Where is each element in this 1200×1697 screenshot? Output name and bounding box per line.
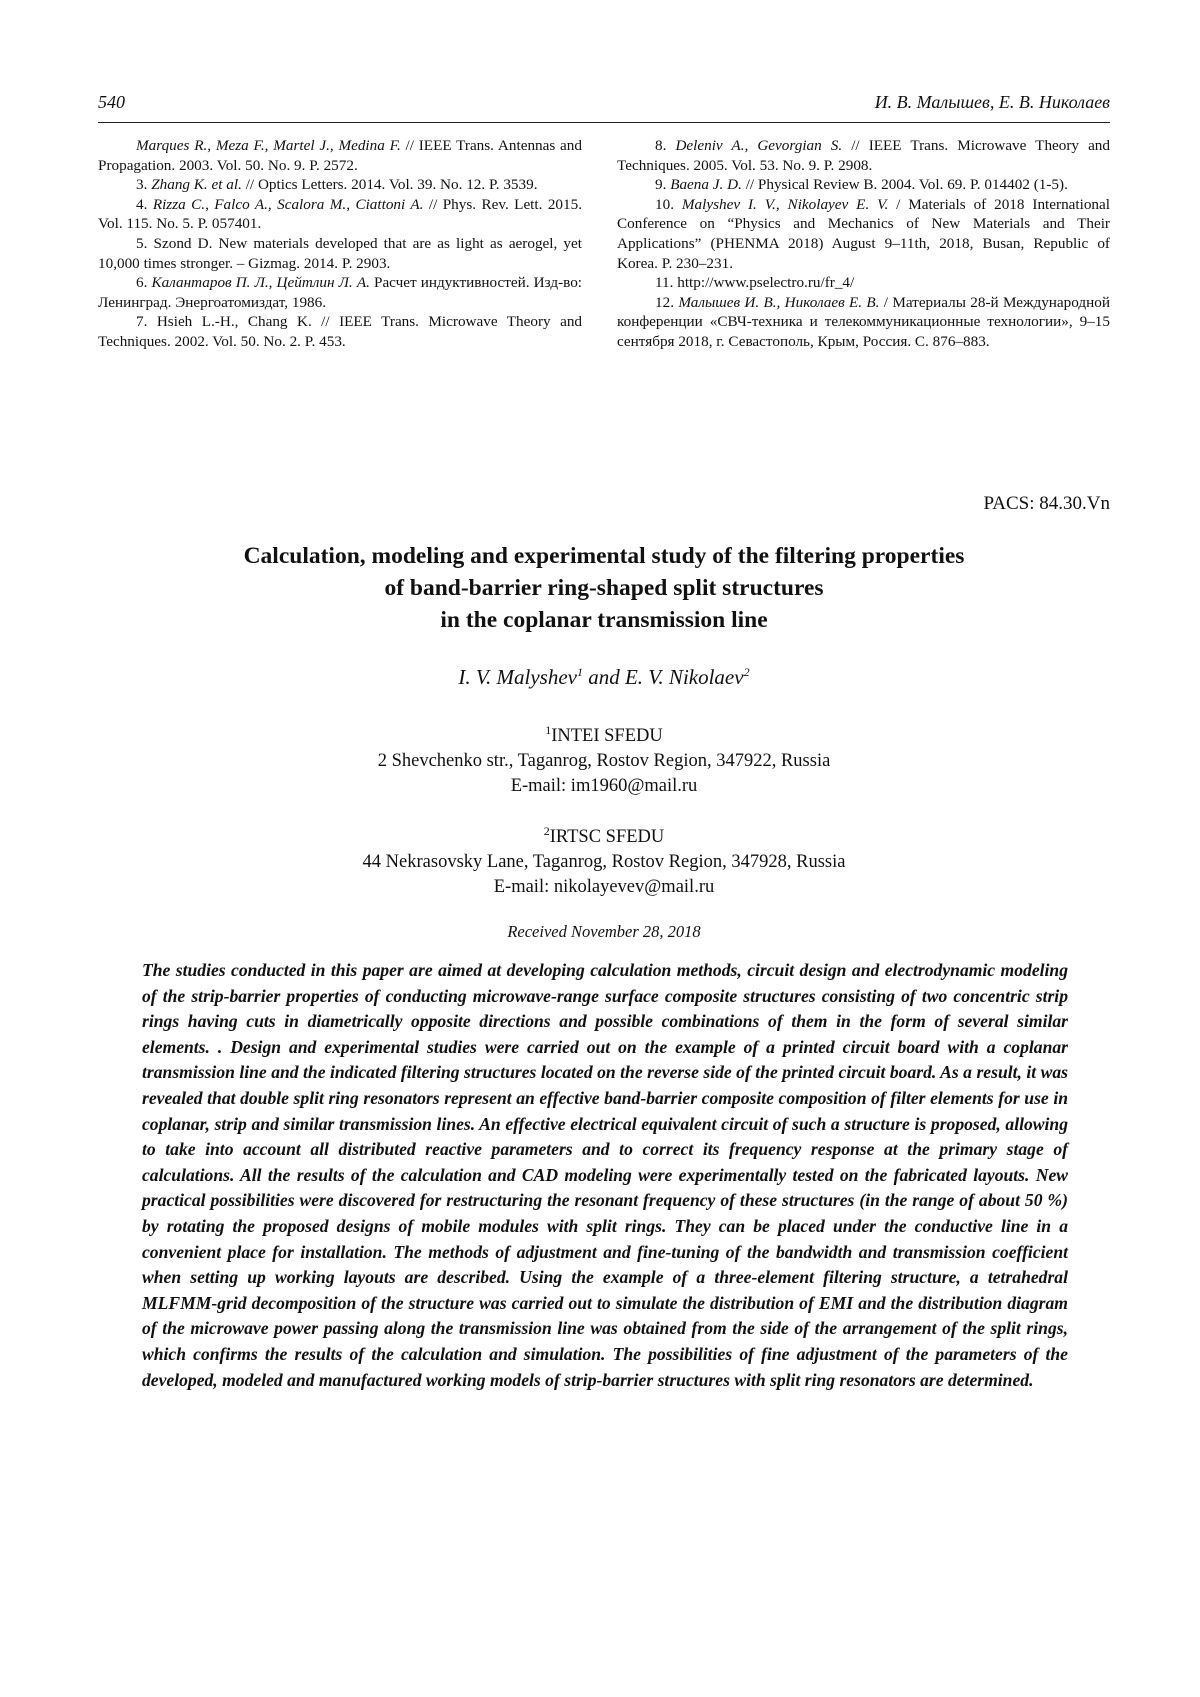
reference-text: // Phys. Rev. Lett. 2015. Vol. 115. No. 5. P. 057401. [98,196,582,233]
reference-item [617,175,1110,195]
reference-authors: Malyshev I. V., Nikolayev E. V. [682,196,888,213]
affiliation-mark: 1 [545,723,551,737]
header-rule [98,122,1110,123]
reference-number: 9. [655,176,666,193]
reference-authors: Калантаров П. Л., Цейтлин Л. А. [151,274,369,291]
reference-text: / Материалы 28-й Международной конференции «СВЧ-техника и телекоммуникационные технологии», 9–15 сентября 2018, г. Севастополь, Крым, Россия. С. 876–883. [617,294,1110,350]
reference-item [617,293,1110,352]
reference-authors: Rizza C., Falco A., Scalora M., Ciattoni A. [153,196,424,213]
journal-page [98,0,1110,1697]
paper-title [98,540,1110,636]
reference-number: 11. [655,274,673,291]
author-name: E. V. Nikolaev [625,665,744,689]
reference-authors: Marques R., Meza F., Martel J., Medina F. [136,137,401,154]
author-byline [98,665,1110,690]
reference-text: // IEEE Trans. Microwave Theory and Techniques. 2005. Vol. 53. No. 9. P. 2908. [617,137,1110,174]
reference-item [98,175,582,195]
references-right-column [617,136,1110,352]
reference-item [98,312,582,351]
reference-authors: Zhang K. et al. [151,176,242,193]
affiliation-address: 2 Shevchenko str., Taganrog, Rostov Region, 347922, Russia [98,749,1110,774]
running-header [98,92,1110,114]
affiliation-block [98,819,1110,900]
affiliation-name-text: IRTSC SFEDU [550,827,665,847]
page-number: 540 [98,92,125,113]
reference-authors: Deleniv A., Gevorgian S. [675,137,842,154]
title-line: in the coplanar transmission line [98,604,1110,636]
reference-text: Hsieh L.-H., Chang K. // IEEE Trans. Microwave Theory and Techniques. 2002. Vol. 50. No. 2. P. 453. [98,313,582,350]
reference-number: 7. [136,313,147,330]
reference-text: / Materials of 2018 International Conference on “Physics and Mechanics of New Materials and Their Applications” (PHENMA 2018) August 9–11th, 2018, Busan, Republic of Korea. P. 230–231. [617,196,1110,272]
affiliation-mark: 2 [744,665,750,679]
abstract: The studies conducted in this paper are aimed at developing calculation methods, circuit design and electrodynamic modeling of the strip-barrier properties of conducting microwave-range surface composite structures consisting of two concentric strip rings having cuts in diametrically opposite directions and possible combinations of them in the form of several similar elements. . Design and experimental studies were carried out on the example of a printed circuit board with a coplanar transmission line and the indicated filtering structures located on the reverse side of the printed circuit board. As a result, it was revealed that double split ring resonators represent an effective band-barrier composite composition of filter elements for use in coplanar, strip and similar transmission lines. An effective electrical equivalent circuit of such a structure is proposed, allowing to take into account all distributed reactive parameters and to correct its frequency response at the primary stage of calculations. All the results of the calculation and CAD modeling were experimentally tested on the fabricated layouts. New practical possibilities were discovered for restructuring the resonant frequency of these structures (in the range of about 50 %) by rotating the proposed designs of mobile modules with split rings. They can be placed under the conductive line in a convenient place for installation. The methods of adjustment and fine-tuning of the bandwidth and transmission coefficient when setting up working layouts are described. Using the example of a three-element filtering structure, a tetrahedral MLFMM-grid decomposition of the structure was carried out to simulate the distribution of EMI and the distribution diagram of the microwave power passing along the transmission line was obtained from the side of the arrangement of the split rings, which confirms the results of the calculation and simulation. The possibilities of fine adjustment of the parameters of the developed, modeled and manufactured working models of strip-barrier structures with split ring resonators are determined. [142,958,1068,1393]
reference-number: 5. [136,235,147,252]
reference-authors: Малышев И. В., Николаев Е. В. [678,294,879,311]
reference-text: // Physical Review B. 2004. Vol. 69. P. 014402 (1-5). [742,176,1068,193]
references-left-column [98,136,582,352]
affiliation-block [98,718,1110,799]
reference-text: // IEEE Trans. Antennas and Propagation. 2003. Vol. 50. No. 9. P. 2572. [98,137,582,174]
title-line: of band-barrier ring-shaped split structures [98,572,1110,604]
author-connector: and [583,665,625,689]
reference-item [617,273,1110,293]
reference-number: 12. [655,294,674,311]
reference-text: Szond D. New materials developed that are as light as aerogel, yet 10,000 times stronger. – Gizmag. 2014. P. 2903. [98,235,582,272]
reference-item [98,273,582,312]
reference-item [98,136,582,175]
title-line: Calculation, modeling and experimental study of the filtering properties [98,540,1110,572]
affiliation-address: 44 Nekrasovsky Lane, Taganrog, Rostov Region, 347928, Russia [98,850,1110,875]
reference-item [98,195,582,234]
reference-link[interactable]: http://www.pselectro.ru/fr_4/ [677,274,854,291]
reference-number: 10. [655,196,674,213]
pacs-code: PACS: 84.30.Vn [983,493,1110,515]
running-authors: И. В. Малышев, Е. В. Николаев [875,92,1110,113]
reference-item [98,234,582,273]
affiliation-mark: 2 [544,824,550,838]
reference-authors: Baena J. D. [670,176,742,193]
reference-item [617,195,1110,273]
affiliation-mark: 1 [577,665,583,679]
affiliation-email[interactable]: E-mail: nikolayevev@mail.ru [98,875,1110,900]
reference-item [617,136,1110,175]
reference-text: Расчет индуктивностей. Изд-во: Ленинград. Энергоатомиздат, 1986. [98,274,582,311]
reference-number: 4. [136,196,147,213]
affiliation-name [98,819,1110,850]
reference-text: // Optics Letters. 2014. Vol. 39. No. 12. P. 3539. [242,176,538,193]
affiliation-name [98,718,1110,749]
author-name: I. V. Malyshev [458,665,577,689]
affiliation-name-text: INTEI SFEDU [551,726,663,746]
reference-number: 6. [136,274,147,291]
reference-number: 3. [136,176,147,193]
reference-number: 8. [655,137,666,154]
received-date: Received November 28, 2018 [98,922,1110,942]
affiliation-email[interactable]: E-mail: im1960@mail.ru [98,774,1110,799]
